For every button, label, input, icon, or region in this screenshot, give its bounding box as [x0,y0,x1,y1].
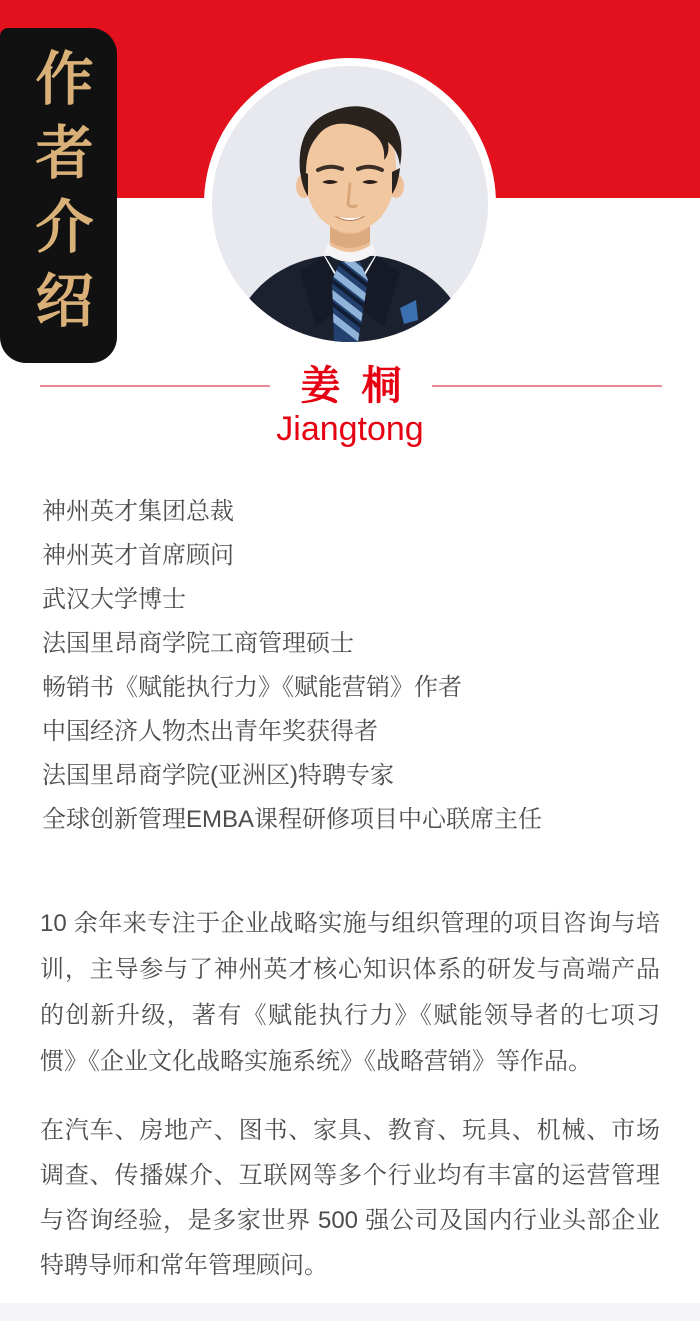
name-divider-right [432,385,662,387]
credentials-list [42,490,672,842]
bio-paragraph-2: 在汽车、房地产、图书、家具、教育、玩具、机械、市场调查、传播媒介、互联网等多个行业均有丰富的运营管理与咨询经验，是多家世界 500 强公司及国内行业头部企业特聘导师和常年管理顾问。 [40,1117,660,1279]
credential-item: 法国里昂商学院(亚洲区)特聘专家 [42,762,394,789]
name-row [0,362,700,410]
credential-item: 法国里昂商学院工商管理硕士 [42,630,354,657]
credential-item: 神州英才集团总裁 [42,498,234,525]
badge-vertical-title: 作者介绍 [26,47,92,344]
author-intro-badge [0,28,117,363]
credential-item: 中国经济人物杰出青年奖获得者 [42,718,378,745]
author-name-cn: 姜 桐 [300,364,402,408]
bio-paragraph-1: 10 余年来专注于企业战略实施与组织管理的项目咨询与培训，主导参与了神州英才核心知识体系的研发与高端产品的创新升级，著有《赋能执行力》《赋能领导者的七项习惯》《企业文化战略实施系统》《战略营销》等作品。 [40,910,660,1075]
author-name-en: Jiangtong [276,410,424,448]
credential-item: 武汉大学博士 [42,586,186,613]
author-photo [204,58,496,350]
footer-band [0,1303,700,1321]
credential-item: 畅销书《赋能执行力》《赋能营销》作者 [42,674,462,701]
credential-item: 神州英才首席顾问 [42,542,234,569]
portrait-illustration [212,66,488,342]
credential-item: 全球创新管理EMBA课程研修项目中心联席主任 [42,806,543,833]
name-divider-left [40,385,270,387]
